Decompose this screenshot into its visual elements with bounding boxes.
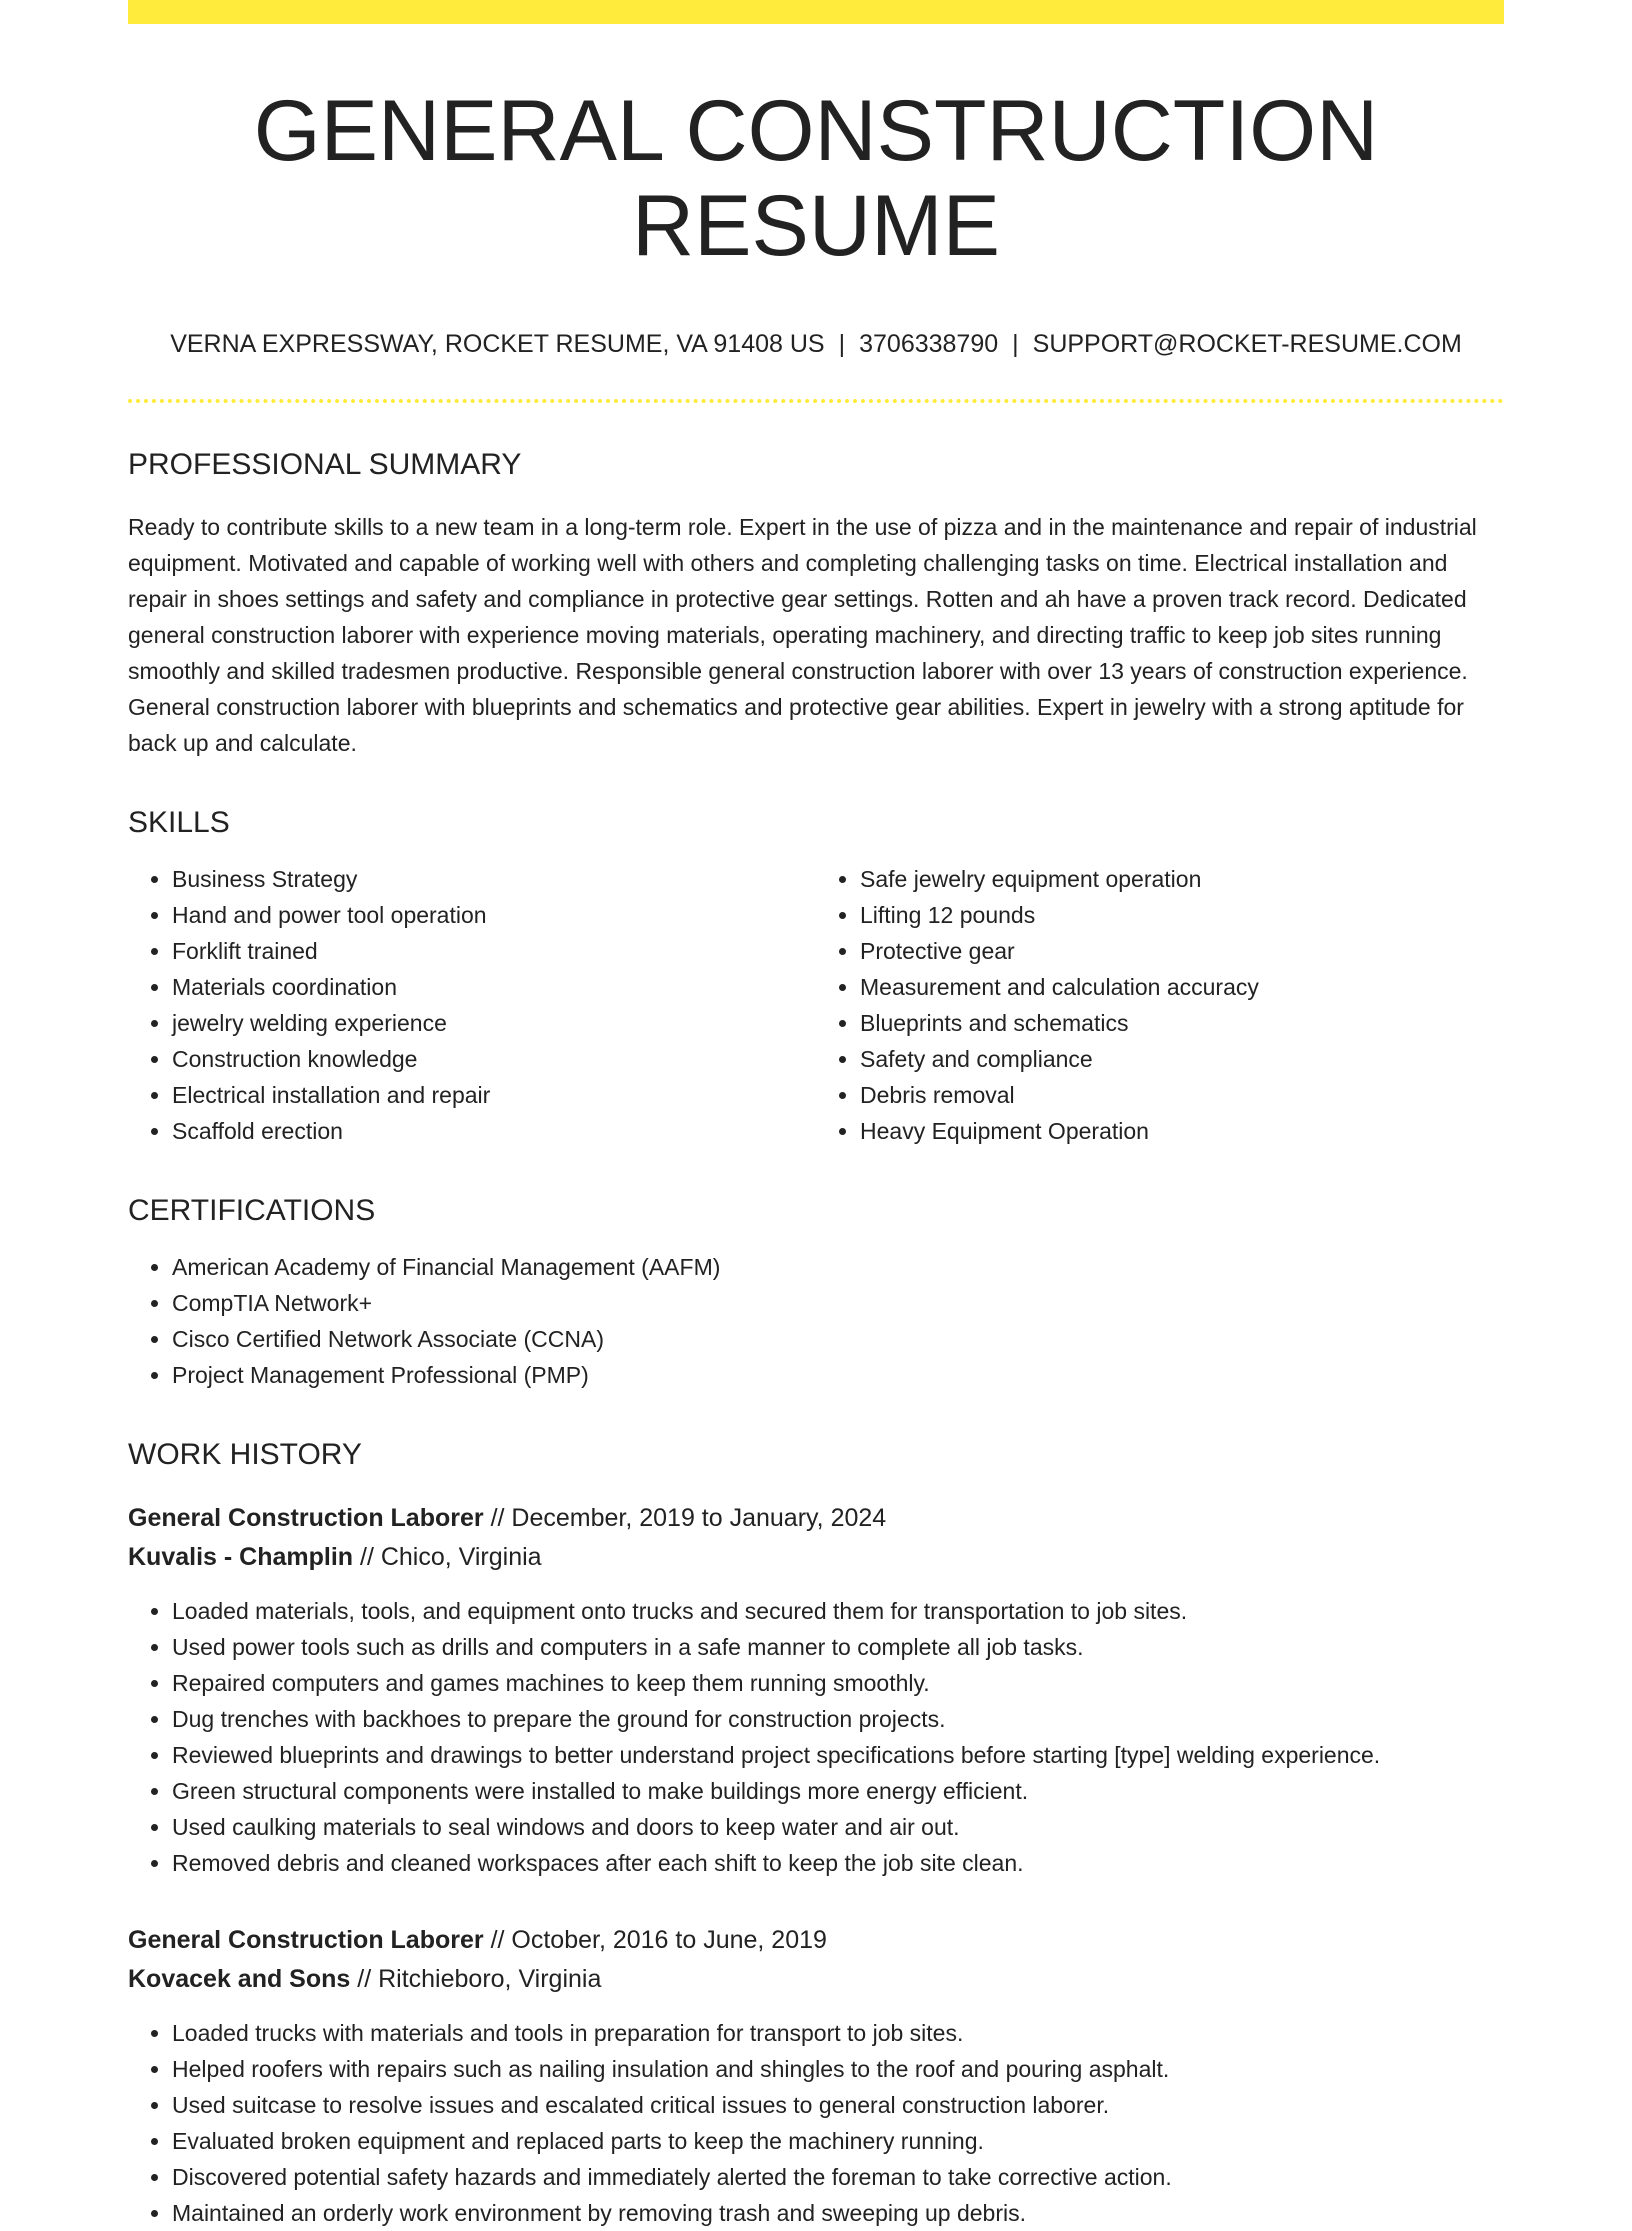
skills-heading: SKILLS [128, 806, 230, 840]
skills-list-left [128, 861, 816, 1149]
job-duty-item: • Used power tools such as drills and computers in a safe manner to complete all job tasks. [172, 1629, 1504, 1665]
skill-item: • Hand and power tool operation [172, 897, 816, 933]
skills-list-right [816, 861, 1504, 1149]
contact-separator: | [1012, 330, 1019, 359]
skill-item: • Materials coordination [172, 969, 816, 1005]
resume-title: GENERAL CONSTRUCTION RESUME [253, 83, 1379, 274]
skill-item: • Scaffold erection [172, 1113, 816, 1149]
job-duty-item: • Used caulking materials to seal windows and doors to keep water and air out. [172, 1809, 1504, 1845]
contact-address: VERNA EXPRESSWAY, ROCKET RESUME, VA 91408 US [170, 330, 825, 359]
job-role-line [128, 1921, 1504, 1960]
job-duties-list [128, 1593, 1504, 1881]
job-entry [128, 1921, 1504, 2231]
contact-line [128, 329, 1504, 359]
skill-item: • Heavy Equipment Operation [860, 1113, 1504, 1149]
skill-item: • Protective gear [860, 933, 1504, 969]
job-duty-item: • Evaluated broken equipment and replaced parts to keep the machinery running. [172, 2123, 1504, 2159]
dotted-divider [128, 399, 1504, 403]
certification-item: • Project Management Professional (PMP) [172, 1357, 1504, 1393]
certification-item: • American Academy of Financial Management (AAFM) [172, 1249, 1504, 1285]
skill-item: • Safety and compliance [860, 1041, 1504, 1077]
job-duty-item: • Helped roofers with repairs such as nailing insulation and shingles to the roof and pouring asphalt. [172, 2051, 1504, 2087]
contact-phone: 3706338790 [859, 330, 999, 359]
contact-email: SUPPORT@ROCKET-RESUME.COM [1032, 330, 1462, 359]
skill-item: • Lifting 12 pounds [860, 897, 1504, 933]
job-entry [128, 1499, 1504, 1881]
summary-heading: PROFESSIONAL SUMMARY [128, 448, 522, 482]
job-role: General Construction Laborer [128, 1926, 484, 1955]
job-duty-item: • Used suitcase to resolve issues and escalated critical issues to general construction laborer. [172, 2087, 1504, 2123]
certification-item: • Cisco Certified Network Associate (CCNA) [172, 1321, 1504, 1357]
skill-item: • Electrical installation and repair [172, 1077, 816, 1113]
skill-item: • Debris removal [860, 1077, 1504, 1113]
job-location: // Ritchieboro, Virginia [350, 1965, 602, 1994]
job-company-line [128, 1538, 1504, 1577]
job-location: // Chico, Virginia [353, 1543, 542, 1572]
certifications-heading: CERTIFICATIONS [128, 1194, 376, 1228]
top-accent-bar [128, 0, 1504, 24]
job-duty-item: • Dug trenches with backhoes to prepare the ground for construction projects. [172, 1701, 1504, 1737]
contact-separator: | [838, 330, 846, 359]
job-dates: // October, 2016 to June, 2019 [483, 1926, 827, 1955]
skill-item: • jewelry welding experience [172, 1005, 816, 1041]
skill-item: • Measurement and calculation accuracy [860, 969, 1504, 1005]
job-duties-list [128, 2015, 1504, 2231]
skill-item: • Business Strategy [172, 861, 816, 897]
work-history-heading: WORK HISTORY [128, 1438, 362, 1472]
job-dates: // December, 2019 to January, 2024 [483, 1504, 887, 1533]
job-role: General Construction Laborer [128, 1504, 484, 1533]
job-duty-item: • Reviewed blueprints and drawings to better understand project specifications before starting [type] welding experience. [172, 1737, 1504, 1773]
job-duty-item: • Loaded materials, tools, and equipment onto trucks and secured them for transportation to job sites. [172, 1593, 1504, 1629]
job-role-line [128, 1499, 1504, 1538]
job-duty-item: • Maintained an orderly work environment by removing trash and sweeping up debris. [172, 2195, 1504, 2231]
certification-item: • CompTIA Network+ [172, 1285, 1504, 1321]
summary-text: Ready to contribute skills to a new team in a long-term role. Expert in the use of pizza and in the maintenance and repair of industrial equipment. Motivated and capable of working well with others and completing challenging tasks on time. Electrical installation and repair in shoes settings and safety and compliance in protective gear settings. Rotten and ah have a proven track record. Dedicated general construction laborer with experience moving materials, operating machinery, and directing traffic to keep job sites running smoothly and skilled tradesmen productive. Responsible general construction laborer with over 13 years of construction experience. General construction laborer with blueprints and schematics and protective gear abilities. Expert in jewelry with a strong aptitude for back up and calculate. [128, 514, 1477, 757]
job-duty-item: • Green structural components were installed to make buildings more energy efficient. [172, 1773, 1504, 1809]
resume-page [128, 0, 1504, 2231]
skills-columns [128, 861, 1504, 1149]
job-company: Kuvalis - Champlin [128, 1543, 354, 1572]
job-duty-item: • Loaded trucks with materials and tools in preparation for transport to job sites. [172, 2015, 1504, 2051]
certifications-list [128, 1249, 1504, 1393]
job-company-line [128, 1960, 1504, 1999]
skill-item: • Construction knowledge [172, 1041, 816, 1077]
job-duty-item: • Removed debris and cleaned workspaces after each shift to keep the job site clean. [172, 1845, 1504, 1881]
skill-item: • Blueprints and schematics [860, 1005, 1504, 1041]
job-company: Kovacek and Sons [128, 1965, 351, 1994]
skill-item: • Safe jewelry equipment operation [860, 861, 1504, 897]
skill-item: • Forklift trained [172, 933, 816, 969]
job-duty-item: • Discovered potential safety hazards and immediately alerted the foreman to take corrective action. [172, 2159, 1504, 2195]
job-duty-item: • Repaired computers and games machines to keep them running smoothly. [172, 1665, 1504, 1701]
